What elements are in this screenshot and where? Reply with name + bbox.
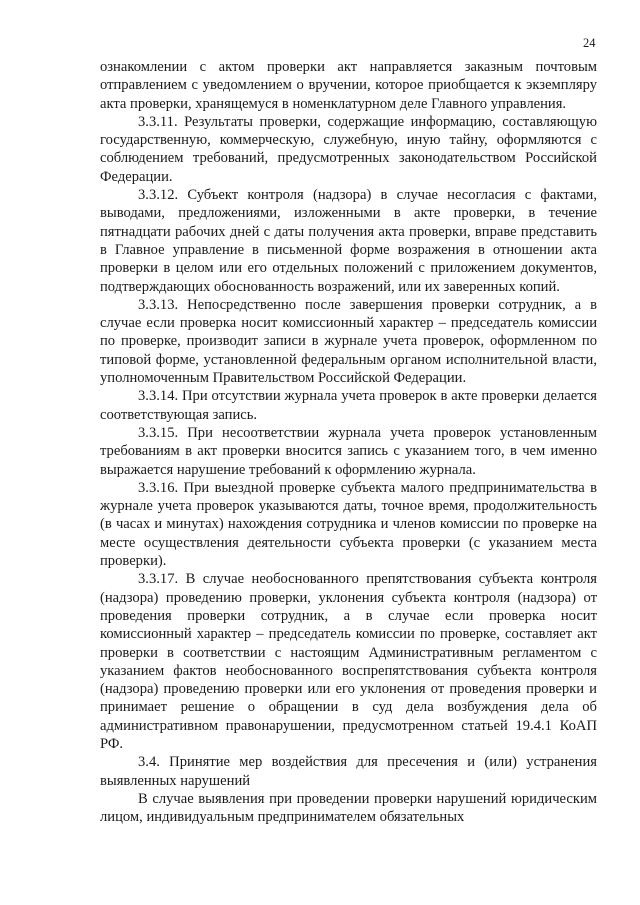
document-body xyxy=(100,58,597,826)
paragraph-3-3-17: 3.3.17. В случае необоснованного препятствования субъекта контроля (надзора) проведению проверки, уклонения субъекта контроля (надзора) от проведения проверки сотрудник, а в случае если проверка носит комиссионный характер – председатель комиссии по проверке, составляет акт проверки в соответствии с настоящим Административным регламентом с указанием фактов необоснованного воспрепятствования субъекта контроля (надзора) проведению проверки или его уклонения от проведения проверки и принимает решение о обращении в суд дела возбуждения дела об административном правонарушении, предусмотренном статьей 19.4.1 КоАП РФ. xyxy=(100,571,597,752)
section-heading-3-4: 3.4. Принятие мер воздействия для пресечения и (или) устранения выявленных нарушений xyxy=(100,754,597,789)
paragraph-continuation: ознакомлении с актом проверки акт направляется заказным почтовым отправлением с уведомлением о вручении, которое приобщается к экземпляру акта проверки, хранящемуся в номенклатурном деле Главного управления. xyxy=(100,59,597,112)
paragraph-3-4-body: В случае выявления при проведении проверки нарушений юридическим лицом, индивидуальным предпринимателем обязательных xyxy=(100,790,597,826)
paragraph-3-3-14: 3.3.14. При отсутствии журнала учета проверок в акте проверки делается соответствующая запись. xyxy=(100,388,597,423)
paragraph-3-3-16: 3.3.16. При выездной проверке субъекта малого предпринимательства в журнале учета проверок указываются даты, точное время, продолжительность (в часах и минутах) нахождения сотрудника и членов комиссии по проверке на месте осуществления деятельности субъекта проверки (с указанием места проверки). xyxy=(100,479,597,570)
paragraph-3-3-15: 3.3.15. При несоответствии журнала учета проверок установленным требованиям в акт проверки вносится запись с указанием того, в чем именно выражается нарушение требований к оформлению журнала. xyxy=(100,424,597,478)
paragraph-3-3-13: 3.3.13. Непосредственно после завершения проверки сотрудник, а в случае если проверка носит комиссионный характер – председатель комиссии по проверке, производит записи в журнале учета проверок, оформленном по типовой форме, установленной федеральным органом исполнительной власти, уполномоченным Правительством Российской Федерации. xyxy=(100,296,597,387)
page-number: 24 xyxy=(583,36,596,50)
paragraph-3-3-11: 3.3.11. Результаты проверки, содержащие информацию, составляющую государственную, коммерческую, служебную, иную тайну, оформляются с соблюдением требований, предусмотренных законодательством Российской Федерации. xyxy=(100,113,597,185)
paragraph-3-3-12: 3.3.12. Субъект контроля (надзора) в случае несогласия с фактами, выводами, предложениями, изложенными в акте проверки, в течение пятнадцати рабочих дней с даты получения акта проверки, вправе представить в Главное управление в письменной форме возражения в отношении акта проверки в целом или его отдельных положений с приложением документов, подтверждающих обоснованность возражений, или их заверенных копий. xyxy=(100,187,597,295)
